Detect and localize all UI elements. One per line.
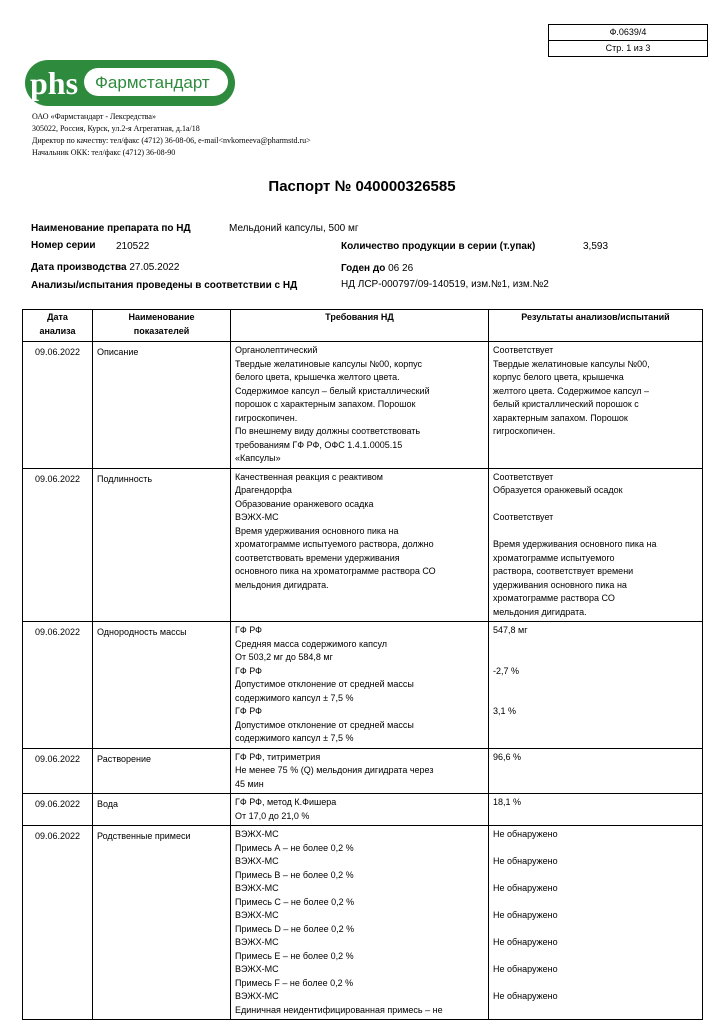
- row-date: 09.06.2022: [23, 342, 93, 469]
- row-requirement: Органолептический Твердые желатиновые капсулы №00, корпус белого цвета, крышечка желтого цвета. Содержимое капсул – белый кристаллический порошок с характерным запахом. Порошок гигроскопичен. По внешнему виду должны соответствовать требованиям ГФ РФ, ОФС 1.4.1.0005.15 «Капсулы»: [231, 342, 489, 469]
- pharmstandard-logo: [24, 58, 236, 108]
- expiry-value: 06 26: [388, 263, 414, 274]
- table-row: [23, 794, 703, 826]
- row-date: 09.06.2022: [23, 468, 93, 622]
- table-row: [23, 468, 703, 622]
- company-info: [32, 111, 452, 159]
- drug-name-value: Мельдоний капсулы, 500 мг: [229, 223, 359, 234]
- row-indicator: Подлинность: [93, 468, 231, 622]
- row-date: 09.06.2022: [23, 748, 93, 794]
- okk-head-contact: Начальник ОКК: тел/факс (4712) 36-08-90: [32, 148, 176, 157]
- row-result: 96,6 %: [489, 748, 703, 794]
- row-requirement: ВЭЖХ-МС Примесь А – не более 0,2 % ВЭЖХ-МС Примесь B – не более 0,2 % ВЭЖХ-МС Примесь С – не более 0,2 % ВЭЖХ-МС Примесь D – не более 0,2 % ВЭЖХ-МС Примесь E – не более 0,2 % ВЭЖХ-МС Примесь F – не более 0,2 % ВЭЖХ-МС Единичная неидентифицированная примесь – не: [231, 826, 489, 1020]
- header-indicator-name: Наименование показателей: [93, 310, 231, 342]
- row-requirement: Качественная реакция с реактивом Драгендорфа Образование оранжевого осадка ВЭЖХ-МС Время удерживания основного пика на хроматограмме испытуемого раствора, должно соответствовать времени удерживания основного пика на хроматограмме раствора СО мельдония дигидрата.: [231, 468, 489, 622]
- row-indicator: Однородность массы: [93, 622, 231, 749]
- row-indicator: Описание: [93, 342, 231, 469]
- row-requirement: ГФ РФ, метод К.Фишера От 17,0 до 21,0 %: [231, 794, 489, 826]
- table-row: [23, 826, 703, 1020]
- row-result: 18,1 %: [489, 794, 703, 826]
- logo-brand: Фармстандарт: [95, 73, 210, 92]
- expiry-label: Годен до: [341, 263, 386, 274]
- table-row: [23, 622, 703, 749]
- page-counter: Стр. 1 из 3: [549, 40, 707, 56]
- company-name: ОАО «Фармстандарт - Лексредства»: [32, 112, 156, 121]
- row-result: 547,8 мг -2,7 % 3,1 %: [489, 622, 703, 749]
- logo-mark: phs: [30, 65, 79, 101]
- drug-name-label: Наименование препарата по НД: [31, 223, 191, 234]
- expiry-date: [341, 263, 413, 274]
- form-code: Ф.0639/4: [609, 27, 647, 37]
- row-result: Соответствует Образуется оранжевый осадок Соответствует Время удерживания основного пика на хроматограмме испытуемого раствора, соответствует времени удерживания основного пика на хроматограмме раствора СО мельдония дигидрата.: [489, 468, 703, 622]
- company-address: 305022, Россия, Курск, ул.2-я Агрегатная, д.1а/18: [32, 124, 200, 133]
- form-number-box: [548, 24, 708, 57]
- quality-director-contact: Директор по качеству: тел/факс (4712) 36-08-06, e-mail<nvkorneeva@pharmstd.ru>: [32, 136, 311, 145]
- production-date: [31, 262, 179, 273]
- header-requirements: Требования НД: [231, 310, 489, 342]
- series-label: Номер серии: [31, 240, 96, 251]
- quantity-label: Количество продукции в серии (т.упак): [341, 241, 536, 252]
- row-date: 09.06.2022: [23, 794, 93, 826]
- row-indicator: Родственные примеси: [93, 826, 231, 1020]
- table-row: [23, 748, 703, 794]
- passport-title: Паспорт № 040000326585: [268, 178, 456, 195]
- row-indicator: Вода: [93, 794, 231, 826]
- row-requirement: ГФ РФ Средняя масса содержимого капсул От 503,2 мг до 584,8 мг ГФ РФ Допустимое отклонение от средней массы содержимого капсул ± 7,5 % ГФ РФ Допустимое отклонение от средней массы содержимого капсул ± 7,5 %: [231, 622, 489, 749]
- quantity-value: 3,593: [583, 241, 609, 252]
- header-analysis-date: Дата анализа: [23, 310, 93, 342]
- analysis-basis-label: Анализы/испытания проведены в соответствии с НД: [31, 280, 298, 291]
- row-indicator: Растворение: [93, 748, 231, 794]
- table-header-row: [23, 310, 703, 342]
- table-row: [23, 342, 703, 469]
- row-date: 09.06.2022: [23, 622, 93, 749]
- row-result: Не обнаружено Не обнаружено Не обнаружено Не обнаружено Не обнаружено Не обнаружено Не обнаружено: [489, 826, 703, 1020]
- header-results: Результаты анализов/испытаний: [489, 310, 703, 342]
- production-date-label: Дата производства: [31, 262, 127, 273]
- production-date-value: 27.05.2022: [129, 262, 180, 273]
- row-requirement: ГФ РФ, титриметрия Не менее 75 % (Q) мельдония дигидрата через 45 мин: [231, 748, 489, 794]
- row-date: 09.06.2022: [23, 826, 93, 1020]
- series-value: 210522: [116, 241, 150, 252]
- results-table: [22, 309, 703, 1020]
- row-result: Соответствует Твердые желатиновые капсулы №00, корпус белого цвета, крышечка желтого цвета. Содержимое капсул – белый кристаллический порошок с характерным запахом. Порошок гигроскопичен.: [489, 342, 703, 469]
- analysis-basis-value: НД ЛСР-000797/09-140519, изм.№1, изм.№2: [341, 279, 549, 290]
